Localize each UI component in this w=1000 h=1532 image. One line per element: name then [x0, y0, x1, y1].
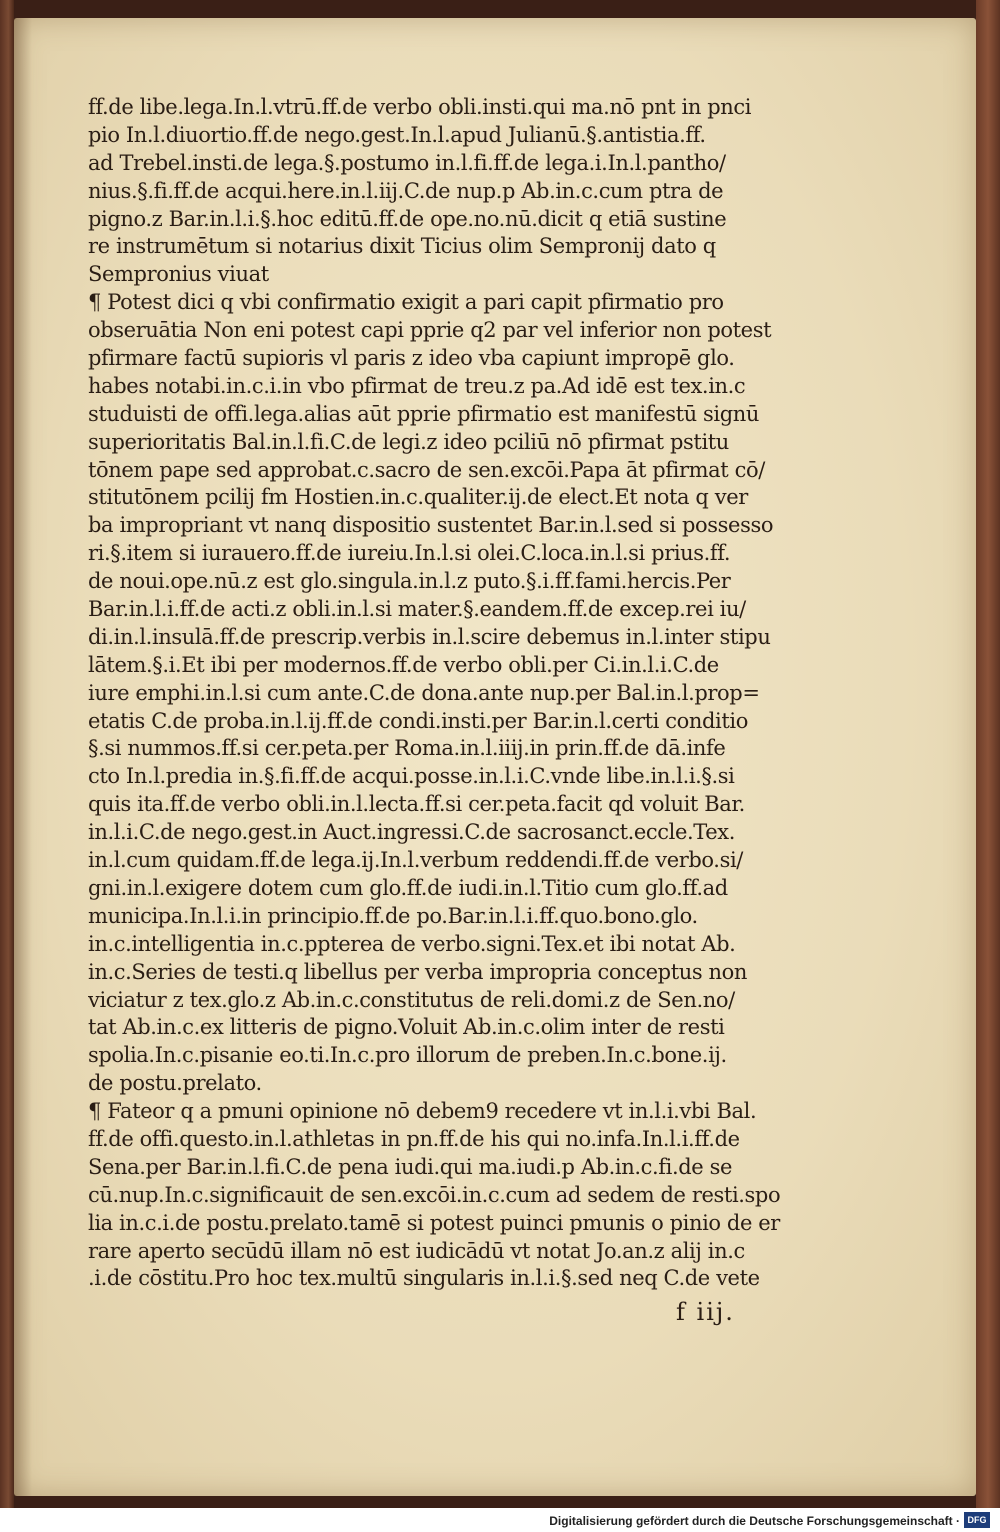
text-line: gni.in.l.exigere dotem cum glo.ff.de iudi.in.l.Titio cum glo.ff.ad [88, 875, 728, 900]
text-line: quis ita.ff.de verbo obli.in.l.lecta.ff.si cer.peta.facit qd voluit Bar. [88, 792, 745, 817]
text-line: rare aperto secūdū illam nō est iudicādū vt notat Jo.an.z alij in.c [88, 1238, 745, 1263]
text-line: ri.§.item si iurauero.ff.de iureiu.In.l.si olei.C.loca.in.l.si prius.ff. [88, 541, 731, 566]
text-line: studuisti de offi.lega.alias aūt pprie pfirmatio est manifestū signū [88, 401, 760, 426]
binding-edge-right [976, 0, 1000, 1508]
text-line: spolia.In.c.pisanie eo.ti.In.c.pro illorum de preben.In.c.bone.ij. [88, 1043, 727, 1068]
text-line: ¶ Fateor q a pmuni opinione nō debem9 recedere vt in.l.i.vbi Bal. [88, 1099, 757, 1124]
text-line: pio In.l.diuortio.ff.de nego.gest.In.l.apud Julianū.§.antistia.ff. [88, 122, 706, 147]
text-line: Sempronius viuat [88, 262, 269, 287]
text-line: cto In.l.predia in.§.fi.ff.de acqui.posse.in.l.i.C.vnde libe.in.l.i.§.si [88, 764, 735, 789]
text-line: iure emphi.in.l.si cum ante.C.de dona.ante nup.per Bal.in.l.prop= [88, 680, 760, 705]
text-line: in.c.Series de testi.q libellus per verba impropria conceptus non [88, 959, 748, 984]
folio-signature: f iij. [676, 1298, 735, 1326]
text-line: in.l.cum quidam.ff.de lega.ij.In.l.verbum reddendi.ff.de verbo.si/ [88, 848, 743, 873]
text-line: ba impropriant vt nanq dispositio sustentet Bar.in.l.sed si possesso [88, 513, 774, 538]
dfg-logo: DFG [964, 1512, 990, 1528]
text-line: in.c.intelligentia in.c.ppterea de verbo.signi.Tex.et ibi notat Ab. [88, 931, 736, 956]
text-line: re instrumētum si notarius dixit Ticius olim Sempronij dato q [88, 234, 716, 259]
text-line: de noui.ope.nū.z est glo.singula.in.l.z puto.§.i.ff.fami.hercis.Per [88, 569, 731, 594]
text-line: viciatur z tex.glo.z Ab.in.c.constitutus de reli.domi.z de Sen.no/ [88, 987, 735, 1012]
text-line: nius.§.fi.ff.de acqui.here.in.l.iij.C.de nup.p Ab.in.c.cum ptra de [88, 178, 724, 203]
page-gutter-shadow [14, 18, 32, 1496]
text-line: di.in.l.insulā.ff.de prescrip.verbis in.l.scire debemus in.l.inter stipu [88, 624, 771, 649]
text-line: §.si nummos.ff.si cer.peta.per Roma.in.l.iiij.in prin.ff.de dā.infe [88, 736, 726, 761]
binding-edge-left [0, 0, 14, 1508]
text-column [88, 94, 800, 1293]
text-line: municipa.In.l.i.in principio.ff.de po.Bar.in.l.i.ff.quo.bono.glo. [88, 903, 698, 928]
text-line: lātem.§.i.Et ibi per modernos.ff.de verbo obli.per Ci.in.l.i.C.de [88, 652, 719, 677]
text-line: lia in.c.i.de postu.prelato.tamē si potest puinci pmunis o pinio de er [88, 1210, 780, 1235]
text-line: etatis C.de proba.in.l.ij.ff.de condi.insti.per Bar.in.l.certi conditio [88, 708, 748, 733]
text-line: Sena.per Bar.in.l.fi.C.de pena iudi.qui ma.iudi.p Ab.in.c.fi.de se [88, 1154, 732, 1179]
text-line: cū.nup.In.c.significauit de sen.excōi.in.c.cum ad sedem de resti.spo [88, 1182, 781, 1207]
text-line: obseruātia Non eni potest capi pprie q2 par vel inferior non potest [88, 318, 772, 343]
text-line: .i.de cōstitu.Pro hoc tex.multū singularis in.l.i.§.sed neq C.de vete [88, 1266, 760, 1291]
text-line: in.l.i.C.de nego.gest.in Auct.ingressi.C.de sacrosanct.eccle.Tex. [88, 820, 735, 845]
funding-credit: Digitalisierung gefördert durch die Deutsche Forschungsgemeinschaft · [549, 1514, 960, 1528]
text-line: pfirmare factū supioris vl paris z ideo vba capiunt impropē glo. [88, 346, 735, 371]
text-line: ff.de libe.lega.In.l.vtrū.ff.de verbo obli.insti.qui ma.nō pnt in pnci [88, 95, 752, 119]
text-line: tat Ab.in.c.ex litteris de pigno.Voluit Ab.in.c.olim inter de resti [88, 1015, 725, 1040]
text-line: tōnem pape sed approbat.c.sacro de sen.excōi.Papa āt pfirmat cō/ [88, 457, 765, 482]
text-line: habes notabi.in.c.i.in vbo pfirmat de treu.z pa.Ad idē est tex.in.c [88, 373, 746, 398]
text-line: ff.de offi.questo.in.l.athletas in pn.ff.de his qui no.infa.In.l.i.ff.de [88, 1126, 740, 1151]
text-line: stitutōnem pcilij fm Hostien.in.c.qualiter.ij.de elect.Et nota q ver [88, 485, 748, 510]
text-line: superioritatis Bal.in.l.fi.C.de legi.z ideo pciliū nō pfirmat pstitu [88, 429, 729, 454]
text-line: Bar.in.l.i.ff.de acti.z obli.in.l.si mater.§.eandem.ff.de excep.rei iu/ [88, 597, 746, 622]
text-line: ad Trebel.insti.de lega.§.postumo in.l.fi.ff.de lega.i.In.l.pantho/ [88, 150, 726, 175]
text-line: ¶ Potest dici q vbi confirmatio exigit a pari capit pfirmatio pro [88, 290, 724, 315]
text-line: pigno.z Bar.in.l.i.§.hoc editū.ff.de ope.no.nū.dicit q etiā sustine [88, 206, 727, 231]
text-line: de postu.prelato. [88, 1071, 262, 1096]
